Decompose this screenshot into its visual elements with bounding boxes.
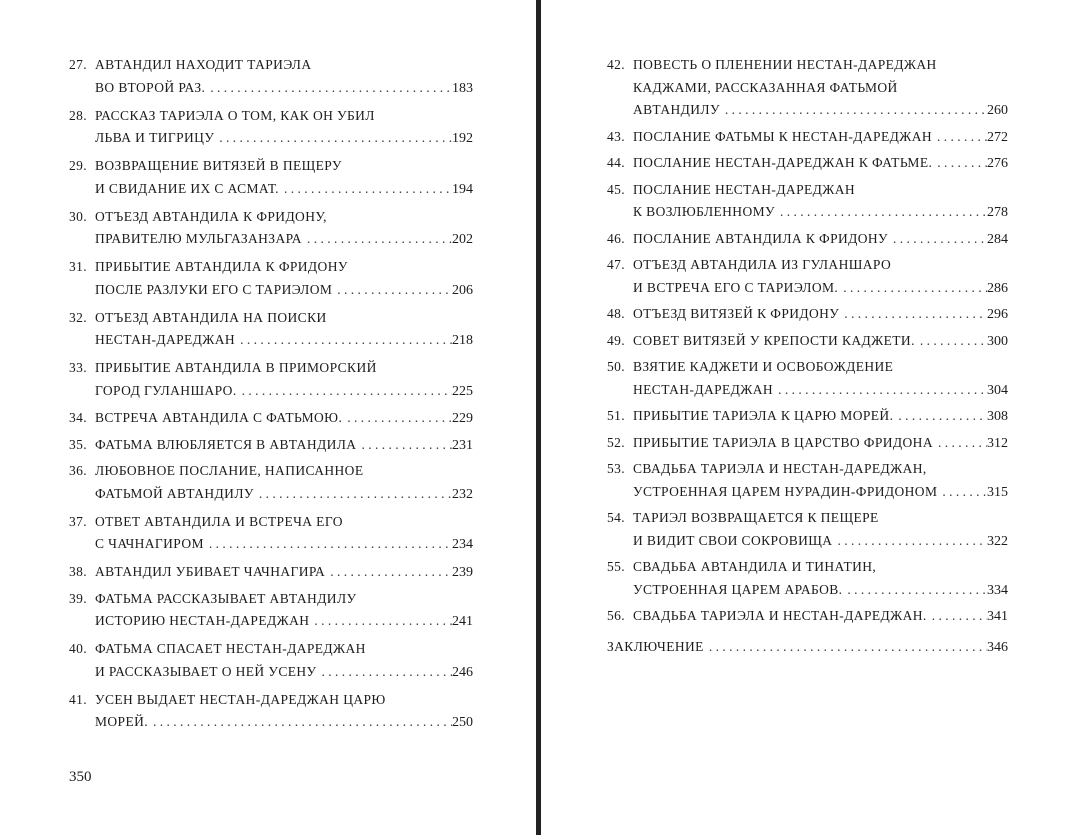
entry-title: СВАДЬБА ТАРИЭЛА И НЕСТАН-ДАРЕДЖАН, — [633, 461, 927, 476]
toc-entry-line — [607, 126, 1008, 149]
dot-leader — [832, 530, 987, 553]
toc-entry-line — [607, 228, 1008, 251]
entry-number: 32. — [69, 309, 88, 325]
toc-entry-line — [607, 605, 1008, 628]
dot-leader — [839, 303, 987, 326]
dot-leader — [309, 610, 452, 633]
toc-entry-line — [69, 533, 473, 556]
dot-leader — [775, 201, 987, 224]
entry-page-number: 183 — [452, 80, 473, 96]
toc-entry-line — [607, 54, 1008, 77]
entry-page-number: 308 — [987, 409, 1008, 424]
dot-leader — [932, 126, 987, 149]
toc-entry-line — [69, 127, 473, 150]
toc-entry — [69, 561, 473, 584]
entry-page-number: 304 — [987, 382, 1008, 398]
toc-entry-line — [607, 530, 1008, 553]
entry-number: 55. — [607, 559, 626, 574]
entry-page-number: 239 — [452, 565, 473, 580]
dot-leader — [933, 432, 987, 455]
entry-number: 46. — [607, 230, 626, 246]
entry-page-number: 246 — [452, 664, 473, 680]
entry-number: 31. — [69, 259, 88, 274]
toc-entry-line — [69, 77, 473, 100]
entry-title: И ВСТРЕЧА ЕГО С ТАРИЭЛОМ. — [633, 279, 839, 295]
entry-page-number: 276 — [987, 156, 1008, 171]
entry-title: ПРИБЫТИЕ АВТАНДИЛА В ПРИМОРСКИЙ — [95, 360, 377, 375]
entry-number: 53. — [607, 461, 626, 476]
entry-title: ПРАВИТЕЛЮ МУЛЬГАЗАНЗАРА — [95, 231, 302, 246]
entry-page-number: 241 — [452, 614, 473, 629]
toc-entry-line — [607, 356, 1008, 379]
entry-title: ПОВЕСТЬ О ПЛЕНЕНИИ НЕСТАН-ДАРЕДЖАН — [633, 57, 937, 72]
entry-title: ФАТЬМА РАССКАЗЫВАЕТ АВТАНДИЛУ — [95, 590, 357, 606]
entry-number: 33. — [69, 360, 88, 375]
entry-page-number: 260 — [987, 103, 1008, 118]
toc-entry-line — [607, 201, 1008, 224]
entry-title: ВЗЯТИЕ КАДЖЕТИ И ОСВОБОЖДЕНИЕ — [633, 359, 894, 374]
entry-title: ОТЪЕЗД АВТАНДИЛА ИЗ ГУЛАНШАРО — [633, 257, 892, 272]
entry-title: ОТВЕТ АВТАНДИЛА И ВСТРЕЧА ЕГО — [95, 513, 343, 529]
entry-number: 56. — [607, 608, 626, 623]
entry-number: 27. — [69, 57, 88, 72]
dot-leader — [915, 330, 987, 353]
toc-entry — [607, 179, 1008, 224]
page-number: 350 — [69, 769, 92, 785]
toc-entry-line — [607, 99, 1008, 122]
toc-entry-line — [69, 380, 473, 403]
entry-page-number: 250 — [452, 715, 473, 730]
toc-entry-conclusion — [607, 636, 1008, 659]
toc-entry-line — [69, 407, 473, 430]
entry-title: ЛЬВА И ТИГРИЦУ — [95, 130, 215, 145]
entry-number: 47. — [607, 257, 626, 272]
entry-title: СВАДЬБА АВТАНДИЛА И ТИНАТИН, — [633, 559, 877, 574]
toc-entry-line — [607, 579, 1008, 602]
right-page — [541, 0, 1080, 835]
toc-entry-line — [607, 379, 1008, 402]
toc-entry-line — [607, 405, 1008, 428]
entry-page-number: 341 — [987, 609, 1008, 624]
dot-leader — [279, 178, 452, 201]
entry-title: УСЕН ВЫДАЕТ НЕСТАН-ДАРЕДЖАН ЦАРЮ — [95, 691, 386, 707]
entry-number: 29. — [69, 158, 88, 173]
entry-title: И РАССКАЗЫВАЕТ О НЕЙ УСЕНУ — [95, 663, 317, 679]
entry-number: 48. — [607, 306, 626, 321]
entry-title: АВТАНДИЛ УБИВАЕТ ЧАЧНАГИРА — [95, 564, 326, 579]
toc-entry-line — [607, 507, 1008, 530]
entry-title: АВТАНДИЛУ — [633, 102, 720, 117]
dot-leader — [204, 533, 452, 556]
entry-title: И СВИДАНИЕ ИХ С АСМАТ. — [95, 180, 279, 196]
toc-entry — [69, 460, 473, 505]
entry-number: 54. — [607, 510, 626, 525]
dot-leader — [893, 405, 987, 428]
toc-entry — [69, 689, 473, 734]
toc-entry-line — [69, 588, 473, 611]
toc-entry-line — [69, 434, 473, 457]
entry-title: ПРИБЫТИЕ ТАРИЭЛА К ЦАРЮ МОРЕЙ. — [633, 408, 894, 423]
entry-title: СОВЕТ ВИТЯЗЕЙ У КРЕПОСТИ КАДЖЕТИ. — [633, 332, 915, 348]
entry-title: К ВОЗЛЮБЛЕННОМУ — [633, 204, 775, 219]
toc-entry — [607, 228, 1008, 251]
dot-leader — [254, 483, 452, 506]
toc-entry-line — [607, 458, 1008, 481]
entry-title: ФАТЬМА СПАСАЕТ НЕСТАН-ДАРЕДЖАН — [95, 641, 366, 656]
entry-title: ПОСЛАНИЕ ФАТЬМЫ К НЕСТАН-ДАРЕДЖАН — [633, 128, 933, 144]
dot-leader — [332, 279, 452, 302]
toc-entry-line — [69, 357, 473, 380]
toc-entry-line — [607, 556, 1008, 579]
entry-number: 30. — [69, 208, 88, 224]
dot-leader — [773, 379, 987, 402]
toc-entry — [607, 356, 1008, 401]
dot-leader — [932, 152, 987, 175]
entry-title: ЗАКЛЮЧЕНИЕ — [607, 639, 704, 654]
entry-page-number: 194 — [452, 181, 473, 197]
toc-entry-line — [607, 303, 1008, 326]
entry-page-number: 286 — [987, 280, 1008, 296]
entry-number: 44. — [607, 155, 626, 170]
toc-entry-line — [69, 105, 473, 128]
entry-title: ПОСЛАНИЕ НЕСТАН-ДАРЕДЖАН К ФАТЬМЕ. — [633, 155, 933, 170]
entry-number: 35. — [69, 436, 88, 452]
toc-entry-line — [69, 329, 473, 352]
toc-entry-line — [607, 152, 1008, 175]
entry-page-number: 192 — [452, 131, 473, 146]
dot-leader — [205, 77, 452, 100]
toc-entry — [607, 458, 1008, 503]
toc-entry-line — [69, 460, 473, 483]
entry-title: ТАРИЭЛ ВОЗВРАЩАЕТСЯ К ПЕЩЕРЕ — [633, 510, 879, 525]
entry-title: ВСТРЕЧА АВТАНДИЛА С ФАТЬМОЮ. — [95, 410, 343, 425]
entry-number: 34. — [69, 410, 88, 425]
toc-entry — [607, 303, 1008, 326]
dot-leader — [214, 127, 452, 150]
entry-number: 39. — [69, 590, 88, 606]
toc-entry-line — [69, 228, 473, 251]
toc-entry — [69, 256, 473, 301]
entry-number: 49. — [607, 332, 626, 348]
toc-entry — [69, 105, 473, 150]
dot-leader — [316, 661, 452, 684]
entry-page-number: 231 — [452, 437, 473, 453]
dot-leader — [927, 605, 987, 628]
toc-entry-line — [607, 254, 1008, 277]
toc-entry — [607, 605, 1008, 628]
entry-number: 36. — [69, 463, 88, 478]
entry-title: ОТЪЕЗД АВТАНДИЛА НА ПОИСКИ — [95, 309, 327, 325]
entry-number: 51. — [607, 408, 626, 423]
table-of-contents-left — [69, 54, 473, 734]
entry-title: ВО ВТОРОЙ РАЗ. — [95, 79, 206, 95]
entry-page-number: 218 — [452, 333, 473, 348]
entry-title: ПОСЛЕ РАЗЛУКИ ЕГО С ТАРИЭЛОМ — [95, 281, 333, 297]
toc-entry — [69, 511, 473, 556]
entry-number: 41. — [69, 691, 88, 707]
dot-leader — [148, 711, 452, 734]
toc-entry-line — [607, 277, 1008, 300]
toc-entry — [607, 54, 1008, 122]
toc-entry — [607, 405, 1008, 428]
dot-leader — [235, 329, 452, 352]
table-of-contents-right — [607, 54, 1008, 659]
toc-entry — [607, 254, 1008, 299]
entry-page-number: 322 — [987, 533, 1008, 549]
dot-leader — [842, 579, 987, 602]
entry-title: НЕСТАН-ДАРЕДЖАН — [633, 381, 774, 397]
toc-entry — [69, 638, 473, 683]
entry-title: АВТАНДИЛ НАХОДИТ ТАРИЭЛА — [95, 57, 312, 72]
toc-entry-line — [69, 711, 473, 734]
dot-leader — [937, 481, 987, 504]
entry-title: С ЧАЧНАГИРОМ — [95, 536, 204, 551]
entry-title: ФАТЬМА ВЛЮБЛЯЕТСЯ В АВТАНДИЛА — [95, 436, 357, 452]
toc-entry — [607, 556, 1008, 601]
left-page — [0, 0, 537, 835]
entry-title: КАДЖАМИ, РАССКАЗАННАЯ ФАТЬМОЙ — [633, 79, 898, 95]
entry-page-number: 232 — [452, 486, 473, 502]
entry-number: 50. — [607, 359, 626, 374]
toc-entry — [69, 206, 473, 251]
entry-title: ИСТОРИЮ НЕСТАН-ДАРЕДЖАН — [95, 613, 310, 628]
entry-page-number: 300 — [987, 333, 1008, 349]
entry-title: ПОСЛАНИЕ АВТАНДИЛА К ФРИДОНУ — [633, 230, 889, 246]
entry-number: 43. — [607, 128, 626, 144]
entry-page-number: 272 — [987, 129, 1008, 145]
entry-title: ПРИБЫТИЕ АВТАНДИЛА К ФРИДОНУ — [95, 259, 348, 274]
dot-leader — [325, 561, 452, 584]
entry-number: 42. — [607, 57, 626, 72]
dot-leader — [838, 277, 987, 300]
entry-number: 28. — [69, 107, 88, 123]
entry-title: ВОЗВРАЩЕНИЕ ВИТЯЗЕЙ В ПЕЩЕРУ — [95, 158, 342, 173]
toc-entry-line — [69, 155, 473, 178]
entry-page-number: 312 — [987, 435, 1008, 451]
entry-page-number: 296 — [987, 307, 1008, 322]
toc-entry — [69, 357, 473, 402]
entry-number: 38. — [69, 564, 88, 579]
entry-title: НЕСТАН-ДАРЕДЖАН — [95, 332, 236, 347]
toc-entry-line — [69, 206, 473, 229]
dot-leader — [720, 99, 987, 122]
toc-entry-line — [69, 511, 473, 534]
entry-title: УСТРОЕННАЯ ЦАРЕМ АРАБОВ. — [633, 581, 843, 597]
toc-entry-line — [69, 307, 473, 330]
toc-entry-line — [69, 561, 473, 584]
dot-leader — [356, 434, 452, 457]
entry-page-number: 346 — [987, 640, 1008, 655]
toc-entry-line — [607, 179, 1008, 202]
toc-entry — [69, 588, 473, 633]
entry-page-number: 278 — [987, 205, 1008, 220]
entry-number: 40. — [69, 641, 88, 656]
toc-entry — [607, 432, 1008, 455]
entry-page-number: 334 — [987, 582, 1008, 598]
entry-title: ОТЪЕЗД ВИТЯЗЕЙ К ФРИДОНУ — [633, 306, 840, 321]
entry-page-number: 315 — [987, 484, 1008, 500]
entry-title: ОТЪЕЗД АВТАНДИЛА К ФРИДОНУ, — [95, 208, 327, 224]
toc-entry — [69, 155, 473, 200]
entry-title: УСТРОЕННАЯ ЦАРЕМ НУРАДИН-ФРИДОНОМ — [633, 483, 938, 499]
toc-entry-line — [69, 54, 473, 77]
toc-entry-line — [607, 77, 1008, 100]
dot-leader — [302, 228, 452, 251]
toc-entry-line — [69, 610, 473, 633]
toc-entry-line — [69, 638, 473, 661]
toc-entry-line — [69, 178, 473, 201]
entry-page-number: 202 — [452, 232, 473, 247]
toc-entry-line — [69, 483, 473, 506]
entry-title: МОРЕЙ. — [95, 714, 149, 729]
dot-leader — [704, 636, 987, 659]
toc-entry-line — [607, 481, 1008, 504]
toc-entry — [69, 407, 473, 430]
toc-entry — [69, 54, 473, 99]
entry-number: 37. — [69, 513, 88, 529]
entry-title: СВАДЬБА ТАРИЭЛА И НЕСТАН-ДАРЕДЖАН. — [633, 608, 927, 623]
toc-entry-line — [607, 636, 1008, 659]
toc-entry-line — [69, 661, 473, 684]
toc-entry-line — [69, 689, 473, 712]
dot-leader — [342, 407, 452, 430]
entry-title: И ВИДИТ СВОИ СОКРОВИЩА — [633, 532, 833, 548]
toc-entry-line — [69, 279, 473, 302]
entry-page-number: 225 — [452, 383, 473, 399]
entry-number: 45. — [607, 181, 626, 197]
entry-page-number: 234 — [452, 537, 473, 552]
toc-entry-line — [69, 256, 473, 279]
toc-entry — [69, 434, 473, 457]
toc-entry-line — [607, 330, 1008, 353]
entry-title: ПРИБЫТИЕ ТАРИЭЛА В ЦАРСТВО ФРИДОНА — [633, 434, 933, 450]
entry-page-number: 284 — [987, 231, 1008, 247]
entry-title: ФАТЬМОЙ АВТАНДИЛУ — [95, 485, 254, 501]
toc-entry — [69, 307, 473, 352]
entry-title: РАССКАЗ ТАРИЭЛА О ТОМ, КАК ОН УБИЛ — [95, 107, 375, 123]
toc-entry — [607, 507, 1008, 552]
toc-entry-line — [607, 432, 1008, 455]
toc-entry — [607, 126, 1008, 149]
entry-page-number: 229 — [452, 411, 473, 426]
entry-page-number: 206 — [452, 282, 473, 298]
toc-entry — [607, 152, 1008, 175]
entry-title: ГОРОД ГУЛАНШАРО. — [95, 382, 237, 398]
dot-leader — [888, 228, 987, 251]
toc-entry — [607, 330, 1008, 353]
entry-number: 52. — [607, 434, 626, 450]
dot-leader — [237, 380, 452, 403]
entry-title: ПОСЛАНИЕ НЕСТАН-ДАРЕДЖАН — [633, 181, 856, 197]
entry-title: ЛЮБОВНОЕ ПОСЛАНИЕ, НАПИСАННОЕ — [95, 463, 364, 478]
